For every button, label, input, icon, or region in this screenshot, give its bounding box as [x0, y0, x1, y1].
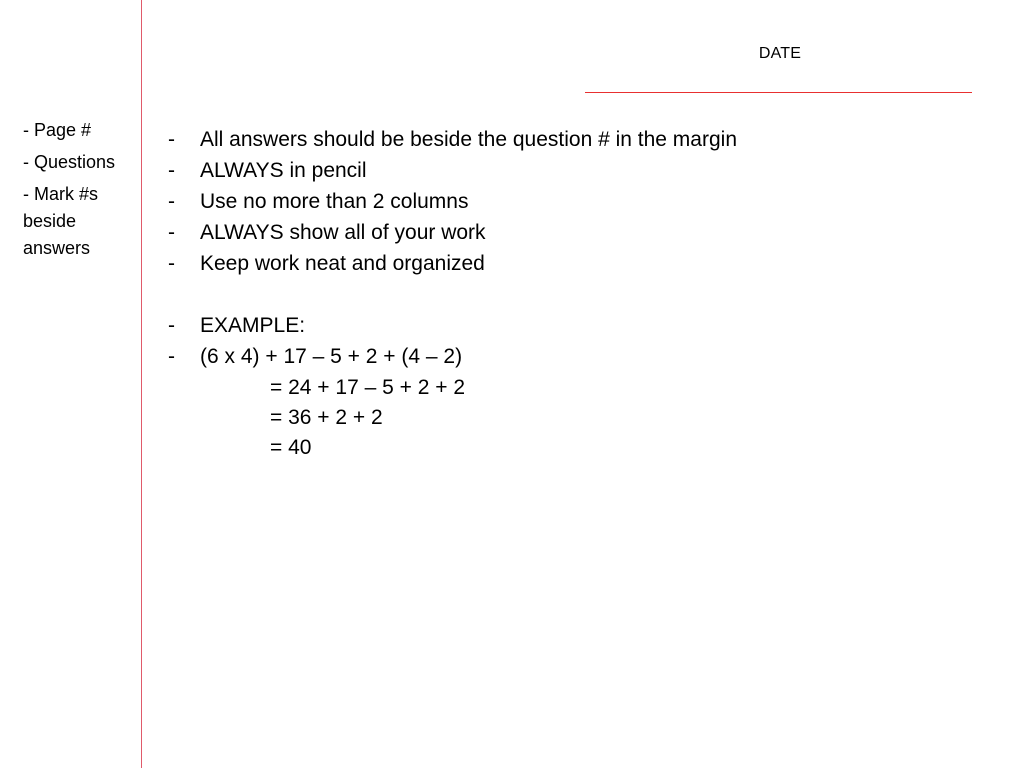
rule-item: [168, 248, 988, 279]
rule-item: [168, 217, 988, 248]
example-expression: (6 x 4) + 17 – 5 + 2 + (4 – 2): [200, 345, 463, 368]
date-underline: [585, 92, 972, 93]
margin-note-questions: - Questions: [23, 152, 116, 172]
bullet-dash: -: [168, 221, 175, 244]
bullet-dash: -: [168, 190, 175, 213]
example-label-item: [168, 310, 988, 341]
rule-text: All answers should be beside the question # in the margin: [200, 128, 737, 151]
rule-text: ALWAYS show all of your work: [200, 221, 486, 244]
bullet-dash: -: [168, 314, 175, 337]
bullet-dash: -: [168, 159, 175, 182]
example-step: = 40: [270, 436, 312, 459]
margin-note-mark-numbers: - Mark #s beside answers: [23, 184, 99, 258]
bullet-dash: -: [168, 345, 175, 368]
example-label: EXAMPLE:: [200, 314, 306, 337]
rule-text: Keep work neat and organized: [200, 252, 485, 275]
margin-line: [141, 0, 142, 768]
margin-notes: [23, 117, 135, 262]
bullet-dash: -: [168, 128, 175, 151]
rule-item: [168, 155, 988, 186]
example-expression-item: [168, 341, 988, 372]
rule-item: [168, 124, 988, 155]
rule-item: [168, 186, 988, 217]
blank-line: [168, 279, 988, 310]
rule-text: Use no more than 2 columns: [200, 190, 469, 213]
rule-text: ALWAYS in pencil: [200, 159, 367, 182]
margin-note-page-number: - Page #: [23, 120, 92, 140]
bullet-dash: -: [168, 252, 175, 275]
rules-list: [168, 124, 988, 462]
example-step: = 24 + 17 – 5 + 2 + 2: [270, 376, 465, 399]
date-label: DATE: [758, 45, 802, 62]
example-step: = 36 + 2 + 2: [270, 406, 383, 429]
